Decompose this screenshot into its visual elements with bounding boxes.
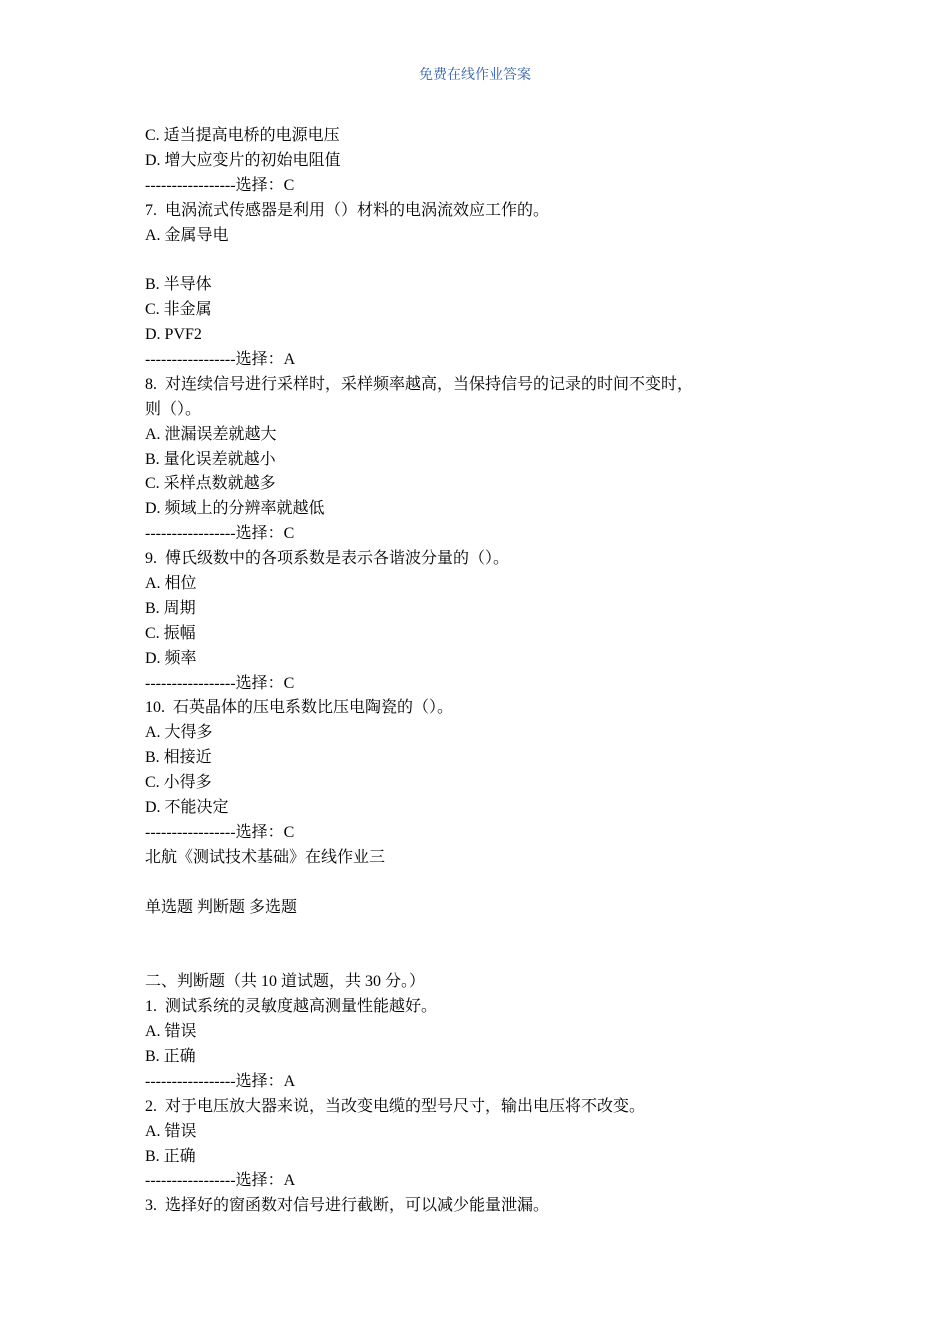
option-line: B. 周期 [145,599,196,617]
option-line: A. 泄漏误差就越大 [145,425,277,443]
blank-line [145,921,795,946]
question-line: 2. 对于电压放大器来说，当改变电缆的型号尺寸，输出电压将不改变。 [145,1097,646,1115]
document-body [145,124,795,1219]
answer-line: -----------------选择：C [145,823,295,841]
answer-line: -----------------选择：C [145,674,295,692]
option-line: A. 金属导电 [145,226,229,244]
blank-line [145,248,795,273]
option-line: B. 半导体 [145,276,212,294]
option-line: B. 相接近 [145,749,212,767]
section-title: 北航《测试技术基础》在线作业三 [145,848,386,866]
page-header: 免费在线作业答案 [419,68,531,83]
option-line: A. 错误 [145,1023,197,1041]
question-types-line: 单选题 判断题 多选题 [145,898,298,916]
blank-line [145,945,795,970]
option-line: D. 频域上的分辨率就越低 [145,500,325,518]
option-line: D. 不能决定 [145,799,229,817]
option-line: C. 振幅 [145,624,196,642]
question-line: 1. 测试系统的灵敏度越高测量性能越好。 [145,998,438,1016]
option-line: D. PVF2 [145,326,202,344]
option-line: D. 增大应变片的初始电阻值 [145,151,341,169]
option-line: C. 非金属 [145,301,212,319]
question-line: 9. 傅氏级数中的各项系数是表示各谐波分量的（）。 [145,550,510,568]
answer-line: -----------------选择：A [145,1172,296,1190]
question-line: 10. 石英晶体的压电系数比压电陶瓷的（）。 [145,699,454,717]
option-line: A. 相位 [145,575,197,593]
option-line: C. 适当提高电桥的电源电压 [145,127,340,144]
option-line: D. 频率 [145,649,197,667]
option-line: C. 采样点数就越多 [145,475,276,493]
answer-line: -----------------选择：C [145,176,295,194]
option-line: C. 小得多 [145,774,212,792]
section-heading: 二、判断题（共 10 道试题，共 30 分。） [145,973,426,991]
option-line: B. 正确 [145,1047,196,1065]
option-line: B. 量化误差就越小 [145,450,276,468]
question-line: 则（）。 [145,400,202,418]
blank-line [145,871,795,896]
question-line: 3. 选择好的窗函数对信号进行截断，可以减少能量泄漏。 [145,1197,550,1215]
question-line: 8. 对连续信号进行采样时，采样频率越高，当保持信号的记录的时间不变时， [145,375,694,393]
option-line: B. 正确 [145,1147,196,1165]
answer-line: -----------------选择：A [145,1072,296,1090]
option-line: A. 错误 [145,1122,197,1140]
answer-line: -----------------选择：C [145,525,295,543]
question-line: 7. 电涡流式传感器是利用（）材料的电涡流效应工作的。 [145,201,550,219]
answer-line: -----------------选择：A [145,351,296,369]
option-line: A. 大得多 [145,724,213,742]
